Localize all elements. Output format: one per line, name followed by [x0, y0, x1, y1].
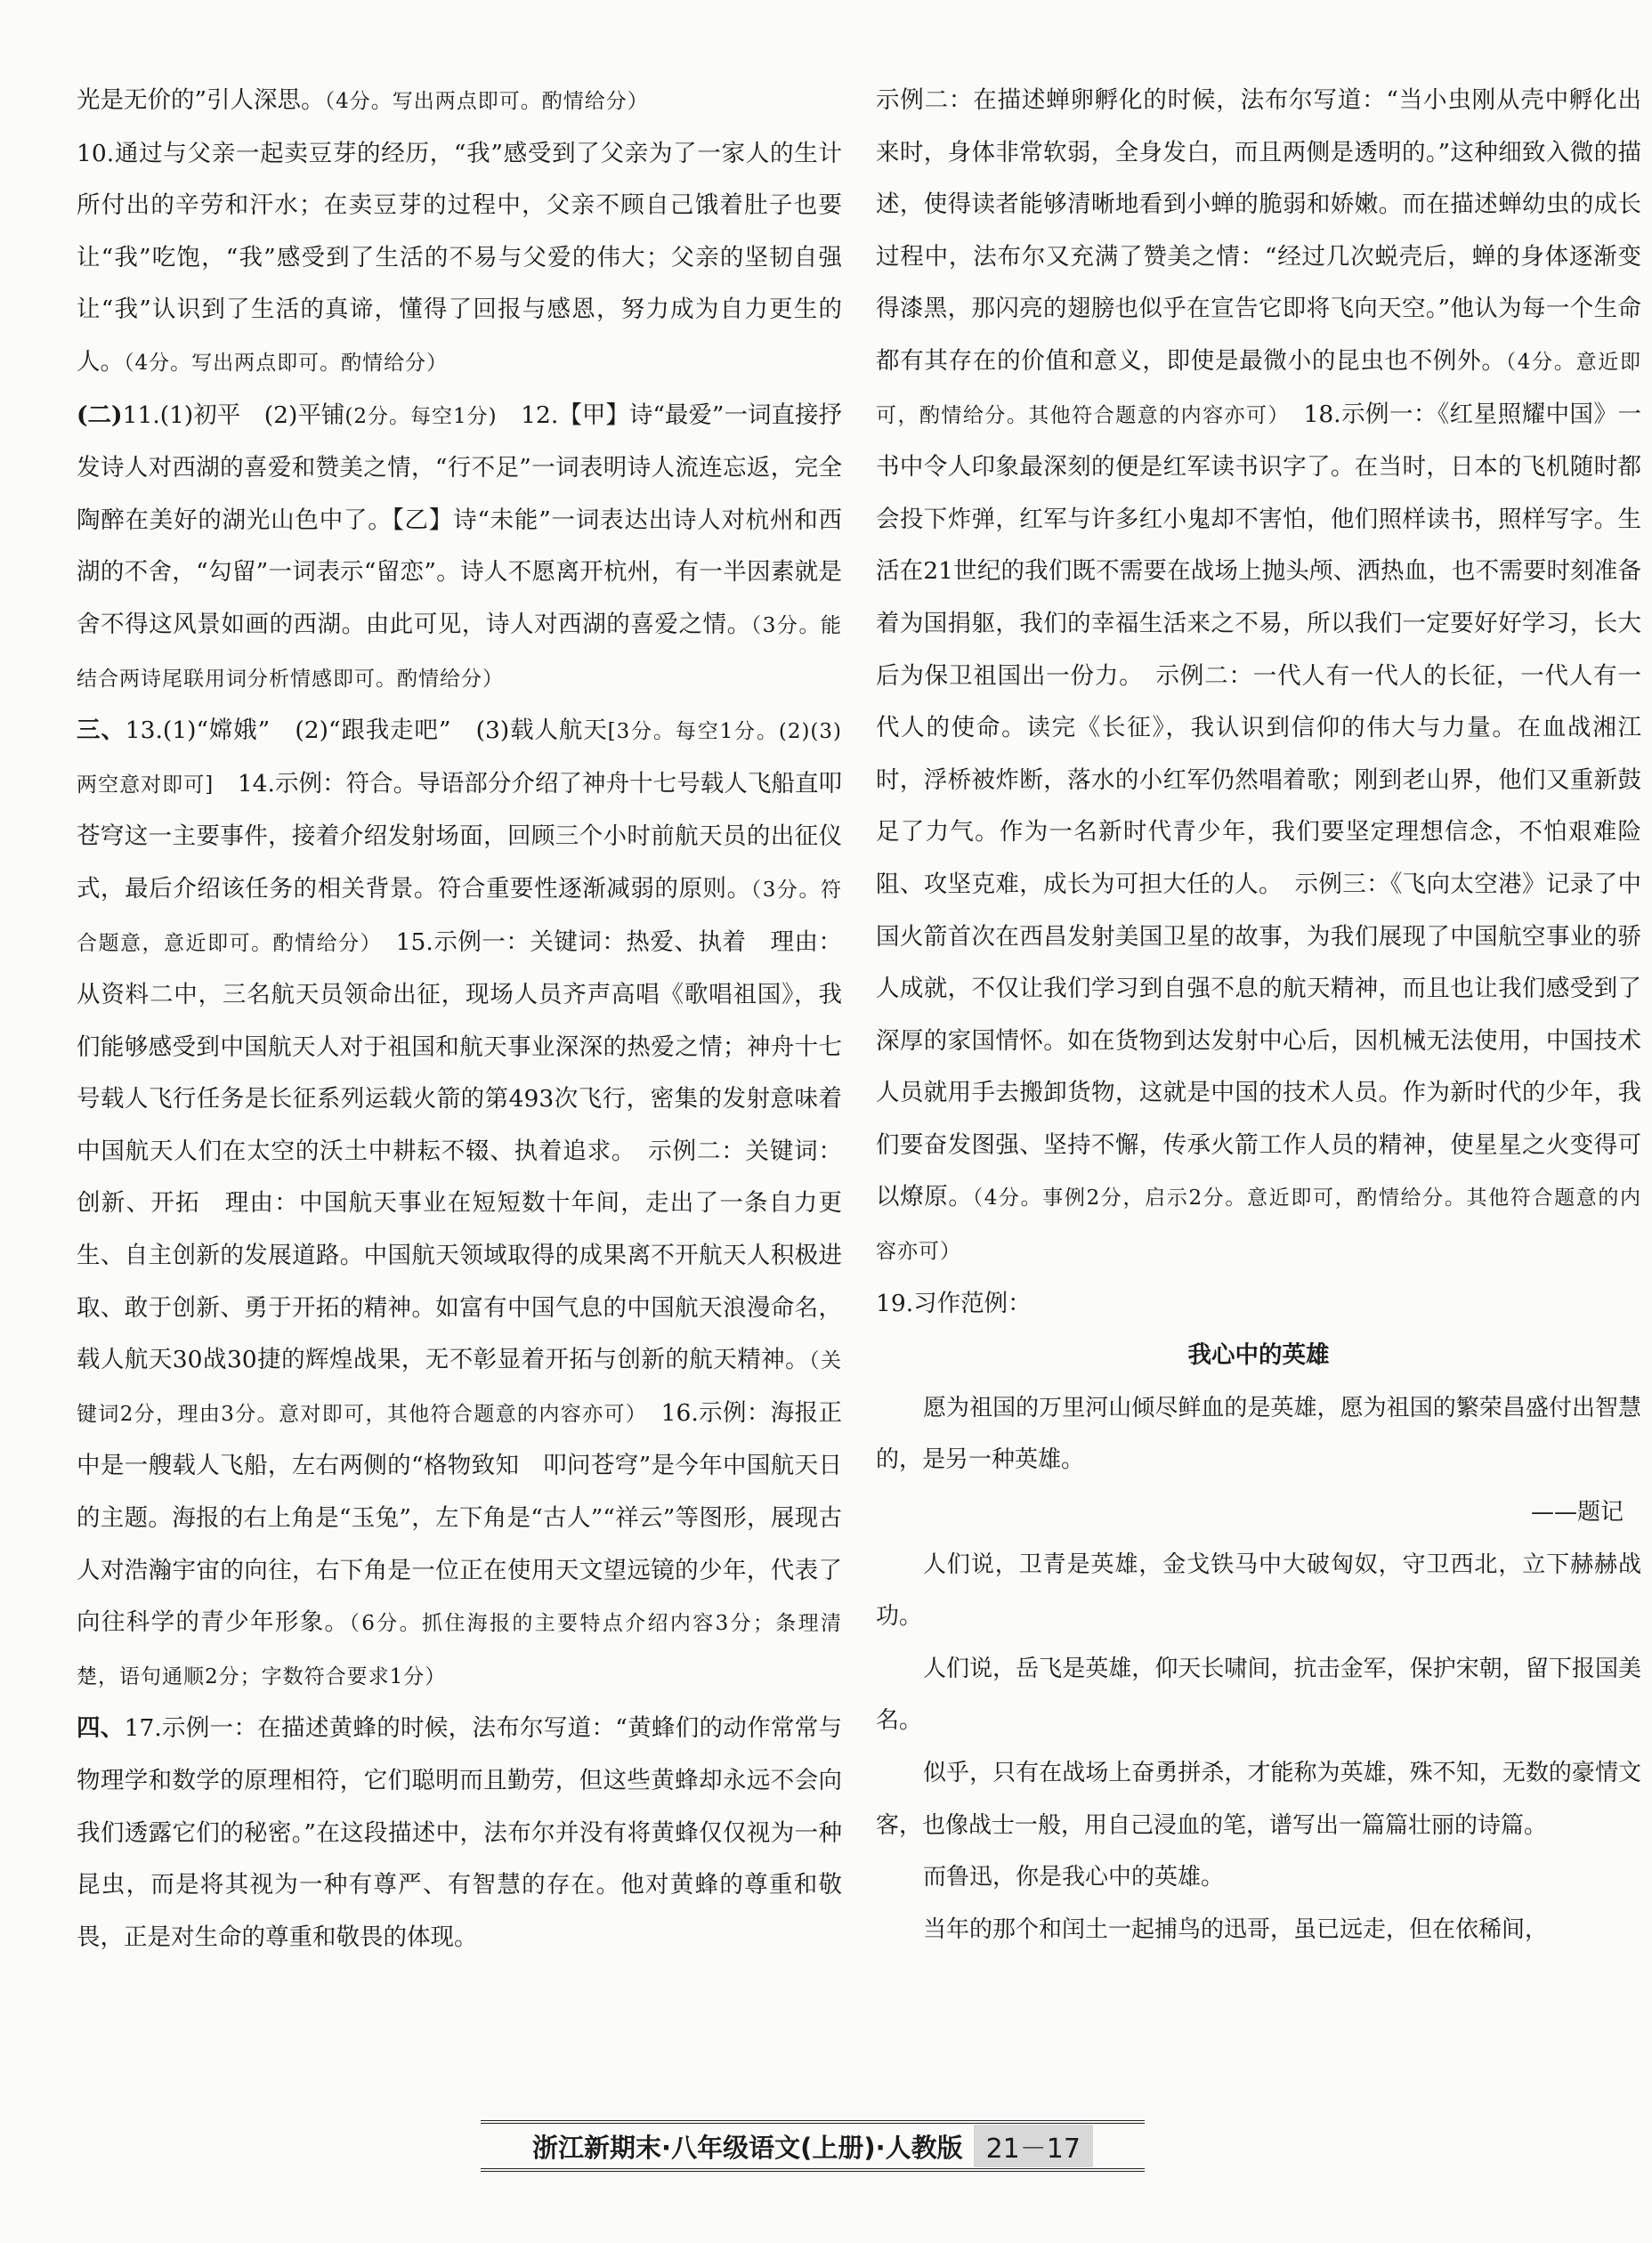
- answer-9-end: 光是无价的”引人深思。（4分。写出两点即可。酌情给分）: [77, 86, 649, 114]
- answer-10: 10.通过与父亲一起卖豆芽的经历，“我”感受到了父亲为了一家人的生计所付出的辛劳和汗水；在卖豆芽的过程中，父亲不顾自己饿着肚子也要让“我”吃饱，“我”感受到了生活的不易与父爱的伟大；父亲的坚韧自强让“我”认识到了生活的真谛，懂得了回报与感恩，努力成为自力更生的人。（4分。写出两点即可。酌情给分）: [77, 139, 842, 376]
- page-footer: [481, 2120, 1145, 2172]
- section-3-answers: 三、13.(1)“嫦娥” (2)“跟我走吧” (3)载人航天[3分。每空1分。(2)(3)两空意对即可] 14.示例：符合。导语部分介绍了神舟十七号载人飞船直叩苍穹这一主要事件，接着介绍发射场面，回顾三个小时前航天员的出征仪式，最后介绍该任务的相关背景。符合重要性逐渐减弱的原则。（3分。符合题意，意近即可。酌情给分） 15.示例一：关键词：热爱、执着 理由：从资料二中，三名航天员领命出征，现场人员齐声高唱《歌唱祖国》，我们能够感受到中国航天人对于祖国和航天事业深深的热爱之情；神舟十七号载人飞行任务是长征系列运载火箭的第493次飞行，密集的发射意味着中国航天人们在太空的沃土中耕耘不辍、执着追求。 示例二：关键词：创新、开拓 理由：中国航天事业在短短数十年间，走出了一条自力更生、自主创新的发展道路。中国航天领域取得的成果离不开航天人积极进取、敢于创新、勇于开拓的精神。如富有中国气息的中国航天浪漫命名，载人航天30战30捷的辉煌战果，无不彰显着开拓与创新的航天精神。（关键词2分，理由3分。意对即可，其他符合题意的内容亦可） 16.示例：海报正中是一艘载人飞船，左右两侧的“格物致知 叩问苍穹”是今年中国航天日的主题。海报的右上角是“玉兔”，左下角是“古人”“祥云”等图形，展现古人对浩瀚宇宙的向往，右下角是一位正在使用天文望远镜的少年，代表了向往科学的青少年形象。（6分。抓住海报的主要特点介绍内容3分；条理清楚，语句通顺2分；字数符合要求1分）: [77, 717, 843, 1688]
- answer-19-label: 19.习作范例：: [876, 1289, 1032, 1317]
- essay-paragraph: 人们说，卫青是英雄，金戈铁马中大破匈奴，守卫西北，立下赫赫战功。: [876, 1551, 1641, 1631]
- page-number: 21－17: [974, 2125, 1093, 2167]
- essay-paragraph: 当年的那个和闰土一起捕鸟的迅哥，虽已远走，但在依稀间，: [923, 1915, 1549, 1943]
- essay-epigraph: 愿为祖国的万里河山倾尽鲜血的是英雄，愿为祖国的繁荣昌盛付出智慧的，是另一种英雄。: [876, 1394, 1641, 1474]
- essay-paragraph: 而鲁迅，你是我心中的英雄。: [923, 1864, 1225, 1891]
- left-column: [77, 75, 842, 1964]
- answer-17-example-2: 示例二：在描述蝉卵孵化的时候，法布尔写道：“当小虫刚从壳中孵化出来时，身体非常软弱，全身发白，而且两侧是透明的。”这种细致入微的描述，使得读者能够清晰地看到小蝉的脆弱和娇嫩。而在描述蝉幼虫的成长过程中，法布尔又充满了赞美之情：“经过几次蜕壳后，蝉的身体逐渐变得漆黑，那闪亮的翅膀也似乎在宣告它即将飞向天空。”他认为每一个生命都有其存在的价值和意义，即使是最微小的昆虫也不例外。（4分。意近即可，酌情给分。其他符合题意的内容亦可） 18.示例一：《红星照耀中国》一书中令人印象最深刻的便是红军读书识字了。在当时，日本的飞机随时都会投下炸弹，红军与许多红小鬼却不害怕，他们照样读书，照样写字。生活在21世纪的我们既不需要在战场上抛头颅、洒热血，也不需要时刻准备着为国捐躯，我们的幸福生活来之不易，所以我们一定要好好学习，长大后为保卫祖国出一份力。 示例二：一代人有一代人的长征，一代人有一代人的使命。读完《长征》，我认识到信仰的伟大与力量。在血战湘江时，浮桥被炸断，落水的小红军仍然唱着歌；刚到老山界，他们又重新鼓足了力气。作为一名新时代青少年，我们要坚定理想信念，不怕艰难险阻、攻坚克难，成长为可担大任的人。 示例三：《飞向太空港》记录了中国火箭首次在西昌发射美国卫星的故事，为我们展现了中国航空事业的骄人成就，不仅让我们学习到自强不息的航天精神，而且也让我们感受到了深厚的家国情怀。如在货物到达发射中心后，因机械无法使用，中国技术人员就用手去搬卸货物，这就是中国的技术人员。作为新时代的少年，我们要奋发图强、坚持不懈，传承火箭工作人员的精神，使星星之火变得可以燎原。（4分。事例2分，启示2分。意近即可，酌情给分。其他符合题意的内容亦可）: [876, 86, 1642, 1264]
- section-2-answers: (二)11.(1)初平 (2)平铺(2分。每空1分) 12.【甲】诗“最爱”一词直接抒发诗人对西湖的喜爱和赞美之情，“行不足”一词表明诗人流连忘返，完全陶醉在美好的湖光山色中了。【乙】诗“未能”一词表达出诗人对杭州和西湖的不舍，“勾留”一词表示“留恋”。诗人不愿离开杭州，有一半因素就是舍不得这风景如画的西湖。由此可见，诗人对西湖的喜爱之情。（3分。能结合两诗尾联用词分析情感即可。酌情给分）: [77, 401, 843, 691]
- section-4-answers: 四、17.示例一：在描述黄蜂的时候，法布尔写道：“黄蜂们的动作常常与物理学和数学的原理相符，它们聪明而且勤劳，但这些黄蜂却永远不会向我们透露它们的秘密。”在这段描述中，法布尔并没有将黄蜂仅仅视为一种昆虫，而是将其视为一种有尊严、有智慧的存在。他对黄蜂的尊重和敬畏，正是对生命的尊重和敬畏的体现。: [77, 1714, 842, 1951]
- footer-title: 浙江新期末·八年级语文(上册)·人教版: [532, 2132, 963, 2163]
- right-column: [876, 75, 1641, 1956]
- essay-title: 我心中的英雄: [1187, 1341, 1330, 1370]
- essay-paragraph: 似乎，只有在战场上奋勇拼杀，才能称为英雄，殊不知，无数的豪情文客，也像战士一般，用自己浸血的笔，谱写出一篇篇壮丽的诗篇。: [876, 1760, 1641, 1839]
- essay-paragraph: 人们说，岳飞是英雄，仰天长啸间，抗击金军，保护宋朝，留下报国美名。: [876, 1655, 1641, 1735]
- essay-epigraph-signature: ——题记: [1530, 1499, 1624, 1526]
